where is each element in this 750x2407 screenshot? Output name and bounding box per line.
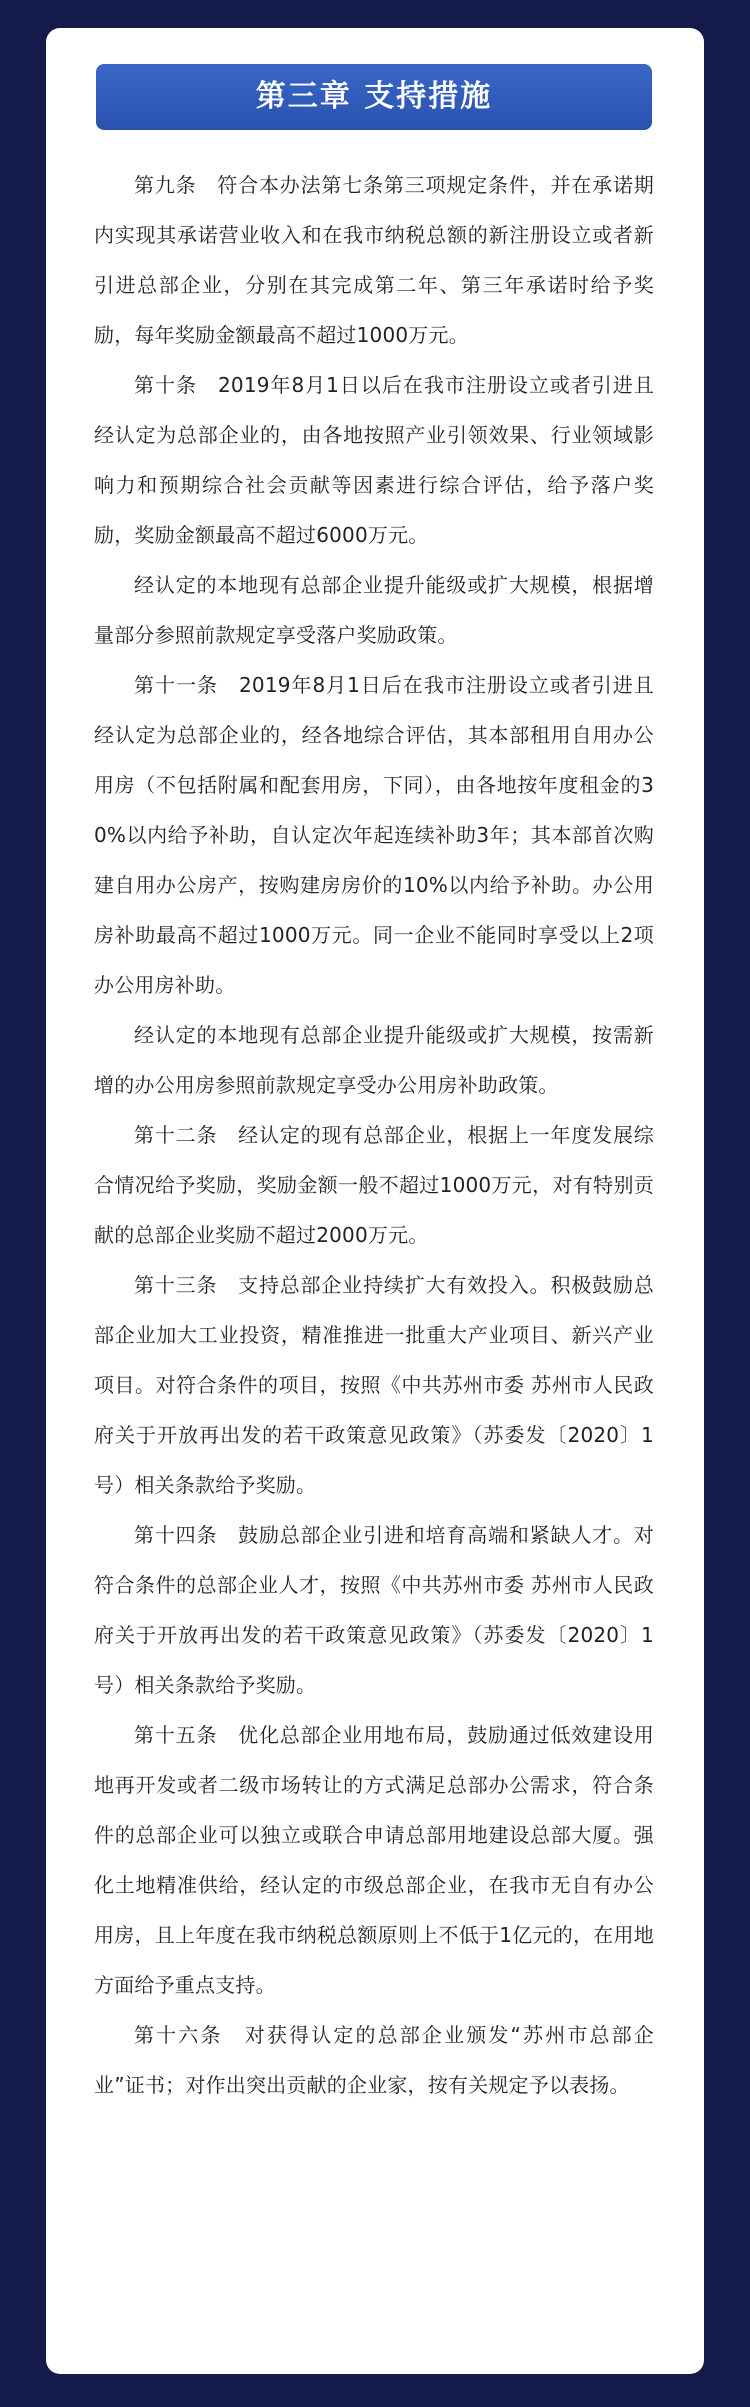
paragraph-article-11: 第十一条 2019年8月1日后在我市注册设立或者引进且经认定为总部企业的，经各地综合评估，其本部租用自用办公用房（不包括附属和配套用房，下同），由各地按年度租金的30%以内给予补助，自认定次年起连续补助3年；其本部首次购建自用办公房产，按购建房房价的10%以内给予补助。办公用房补助最高不超过1000万元。同一企业不能同时享受以上2项办公用房补助。	[94, 673, 654, 997]
paragraph-article-10-supplement: 经认定的本地现有总部企业提升能级或扩大规模，根据增量部分参照前款规定享受落户奖励政策。	[94, 573, 654, 647]
paragraph-article-10: 第十条 2019年8月1日以后在我市注册设立或者引进且经认定为总部企业的，由各地按照产业引领效果、行业领域影响力和预期综合社会贡献等因素进行综合评估，给予落户奖励，奖励金额最高不超过6000万元。	[94, 373, 654, 547]
content-card	[46, 28, 704, 2374]
paragraph-article-12: 第十二条 经认定的现有总部企业，根据上一年度发展综合情况给予奖励，奖励金额一般不超过1000万元，对有特别贡献的总部企业奖励不超过2000万元。	[94, 1123, 654, 1247]
paragraph-article-15: 第十五条 优化总部企业用地布局，鼓励通过低效建设用地再开发或者二级市场转让的方式满足总部办公需求，符合条件的总部企业可以独立或联合申请总部用地建设总部大厦。强化土地精准供给，经认定的市级总部企业，在我市无自有办公用房，且上年度在我市纳税总额原则上不低于1亿元的，在用地方面给予重点支持。	[94, 1723, 654, 1997]
paragraph-article-13: 第十三条 支持总部企业持续扩大有效投入。积极鼓励总部企业加大工业投资，精准推进一批重大产业项目、新兴产业项目。对符合条件的项目，按照《中共苏州市委 苏州市人民政府关于开放再出发的若干政策意见政策》（苏委发〔2020〕1号）相关条款给予奖励。	[94, 1273, 654, 1497]
article-body	[94, 160, 654, 2110]
paragraph-article-9: 第九条 符合本办法第七条第三项规定条件，并在承诺期内实现其承诺营业收入和在我市纳税总额的新注册设立或者新引进总部企业，分别在其完成第二年、第三年承诺时给予奖励，每年奖励金额最高不超过1000万元。	[94, 173, 654, 347]
paragraph-article-16: 第十六条 对获得认定的总部企业颁发“苏州市总部企业”证书；对作出突出贡献的企业家，按有关规定予以表扬。	[94, 2023, 654, 2097]
paragraph-article-11-supplement: 经认定的本地现有总部企业提升能级或扩大规模，按需新增的办公用房参照前款规定享受办公用房补助政策。	[94, 1023, 654, 1097]
paragraph-article-14: 第十四条 鼓励总部企业引进和培育高端和紧缺人才。对符合条件的总部企业人才，按照《中共苏州市委 苏州市人民政府关于开放再出发的若干政策意见政策》（苏委发〔2020〕1号）相关条款给予奖励。	[94, 1523, 654, 1697]
chapter-title: 第三章 支持措施	[96, 64, 652, 130]
